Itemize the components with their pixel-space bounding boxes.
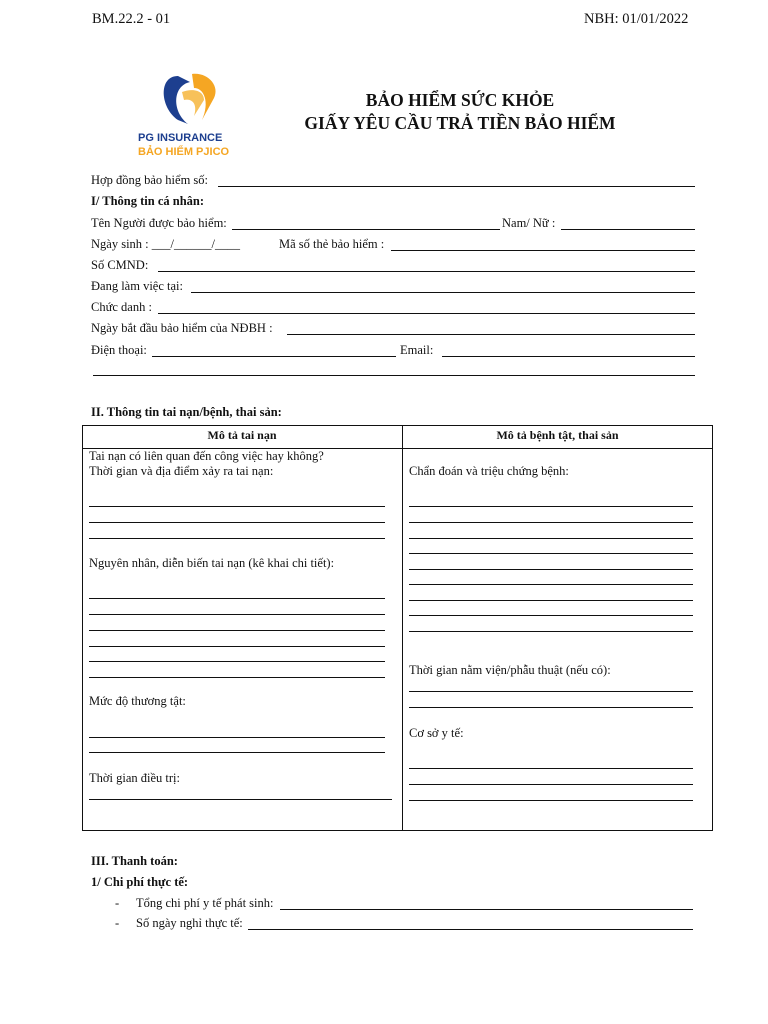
hospital-time-line[interactable] — [409, 707, 693, 708]
q-injury: Mức độ thương tật: — [89, 694, 186, 708]
title-line2: GIẤY YÊU CẦU TRẢ TIỀN BẢO HIỂM — [304, 113, 616, 133]
cause-line[interactable] — [89, 598, 385, 599]
facility-line[interactable] — [409, 768, 693, 769]
workplace-label: Đang làm việc tại: — [91, 279, 183, 293]
start-date-input-line[interactable] — [287, 334, 695, 335]
pjico-logo — [138, 68, 242, 160]
diagnosis-line[interactable] — [409, 615, 693, 616]
insured-name-input-line[interactable] — [232, 229, 500, 230]
q-diagnosis: Chẩn đoán và triệu chứng bệnh: — [409, 464, 569, 478]
section1-title: I/ Thông tin cá nhân: — [91, 194, 205, 208]
cause-line[interactable] — [89, 614, 385, 615]
dob-label[interactable]: Ngày sinh : ___/______/____ — [91, 237, 240, 251]
bullet: - — [115, 896, 120, 910]
days-off-label: Số ngày nghỉ thực tế: — [136, 916, 243, 930]
total-cost-input-line[interactable] — [280, 909, 693, 910]
col-header-accident: Mô tả tai nạn — [207, 428, 277, 442]
id-no-label: Số CMND: — [91, 258, 149, 272]
phone-label: Điện thoại: — [91, 343, 147, 357]
diagnosis-line[interactable] — [409, 584, 693, 585]
injury-line[interactable] — [89, 752, 385, 753]
col-header-illness: Mô tả bệnh tật, thai sản — [496, 428, 619, 442]
form-code: BM.22.2 - 01 — [92, 11, 171, 27]
email-label: Email: — [400, 343, 434, 357]
facility-line[interactable] — [409, 784, 693, 785]
q-time-place: Thời gian và địa điểm xảy ra tai nạn: — [89, 464, 274, 478]
workplace-input-line[interactable] — [191, 292, 695, 293]
logo-brand-vn: BẢO HIỂM PJICO — [138, 146, 230, 158]
id-no-input-line[interactable] — [158, 271, 695, 272]
issue-date: NBH: 01/01/2022 — [584, 11, 689, 27]
gender-label: Nam/ Nữ : — [502, 216, 556, 230]
q-facility: Cơ sở y tế: — [409, 726, 464, 740]
q-treatment: Thời gian điều trị: — [89, 771, 180, 785]
diagnosis-line[interactable] — [409, 553, 693, 554]
diagnosis-line[interactable] — [409, 538, 693, 539]
email-input-line[interactable] — [442, 356, 695, 357]
gender-input-line[interactable] — [561, 229, 695, 230]
q-cause: Nguyên nhân, diễn biến tai nạn (kê khai chi tiết): — [89, 556, 335, 570]
treatment-line[interactable] — [89, 799, 392, 800]
time-place-line[interactable] — [89, 522, 385, 523]
q-work-related: Tai nạn có liên quan đến công việc hay không? — [89, 449, 324, 463]
cause-line[interactable] — [89, 677, 385, 678]
position-label: Chức danh : — [91, 300, 152, 314]
section3-title: III. Thanh toán: — [91, 854, 178, 868]
q-hospital-time: Thời gian nằm viện/phẫu thuật (nếu có): — [409, 663, 611, 677]
diagnosis-line[interactable] — [409, 522, 693, 523]
cause-line[interactable] — [89, 661, 385, 662]
bullet: - — [115, 916, 120, 930]
section3-sub1: 1/ Chi phí thực tế: — [91, 875, 189, 889]
days-off-input-line[interactable] — [248, 929, 693, 930]
section2-title: II. Thông tin tai nạn/bệnh, thai sản: — [91, 405, 282, 419]
injury-line[interactable] — [89, 737, 385, 738]
hospital-time-line[interactable] — [409, 691, 693, 692]
time-place-line[interactable] — [89, 538, 385, 539]
start-date-label: Ngày bắt đầu bảo hiểm của NĐBH : — [91, 321, 273, 335]
diagnosis-line[interactable] — [409, 600, 693, 601]
cause-line[interactable] — [89, 646, 385, 647]
contract-input-line[interactable] — [218, 186, 695, 187]
diagnosis-line[interactable] — [409, 506, 693, 507]
time-place-line[interactable] — [89, 506, 385, 507]
facility-line[interactable] — [409, 800, 693, 801]
contract-label: Hợp đồng bảo hiểm số: — [91, 173, 209, 187]
card-no-label: Mã số thẻ bảo hiểm : — [279, 237, 385, 251]
logo-brand: PG INSURANCE — [138, 132, 223, 144]
diagnosis-line[interactable] — [409, 631, 693, 632]
cause-line[interactable] — [89, 630, 385, 631]
insured-name-label: Tên Người được bảo hiểm: — [91, 216, 227, 230]
position-input-line[interactable] — [158, 313, 695, 314]
total-cost-label: Tổng chi phí y tế phát sinh: — [136, 896, 274, 910]
extra-input-line[interactable] — [93, 375, 695, 376]
title-line1: BẢO HIỂM SỨC KHỎE — [365, 90, 555, 110]
card-no-input-line[interactable] — [391, 250, 695, 251]
diagnosis-line[interactable] — [409, 569, 693, 570]
phone-input-line[interactable] — [152, 356, 396, 357]
table-column-divider — [402, 425, 403, 831]
